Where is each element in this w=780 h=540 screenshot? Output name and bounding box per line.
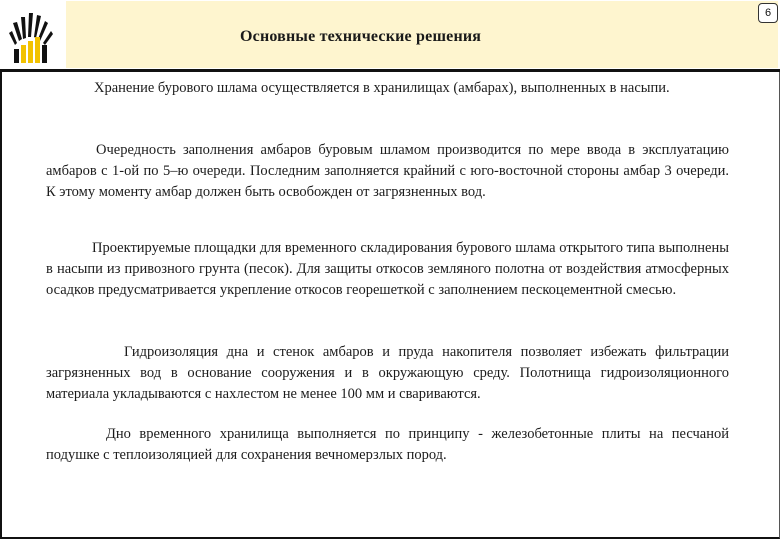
company-logo (1, 1, 66, 68)
paragraph-storage: Хранение бурового шлама осуществляется в хранилищах (амбарах), выполненных в насыпи. (94, 80, 670, 96)
page-number-badge: 6 (758, 3, 778, 23)
rosneft-logo-icon (1, 1, 66, 68)
page-title: Основные технические решения (240, 28, 482, 45)
paragraph-waterproofing: Гидроизоляция дна и стенок амбаров и пруда накопителя позволяет избежать фильтрации загрязненных вод в основание сооружения и в окружающую среду. Полотнища гидроизоляционного материала укладываются с нахлестом не менее 100 мм и свариваются. (46, 344, 729, 402)
slide-header (0, 0, 780, 72)
paragraph-storage-bottom: Дно временного хранилища выполняется по принципу - железобетонные плиты на песчаной подушке с теплоизоляцией для сохранения вечномерзлых пород. (46, 426, 729, 463)
paragraph-filling-order: Очередность заполнения амбаров буровым шламом производится по мере ввода в эксплуатацию амбаров с 1-ой по 5–ю очереди. Последним заполняется крайний с юго-восточной стороны амбар 3 очереди. К этому моменту амбар должен быть освобожден от загрязненных вод. (46, 142, 729, 200)
paragraph-temporary-sites: Проектируемые площадки для временного складирования бурового шлама открытого типа выполнены в насыпи из привозного грунта (песок). Для защиты откосов земляного полотна от воздействия атмосферных осадков предусматривается укрепление откосов георешеткой с заполнением пескоцементной смесью. (46, 240, 729, 298)
